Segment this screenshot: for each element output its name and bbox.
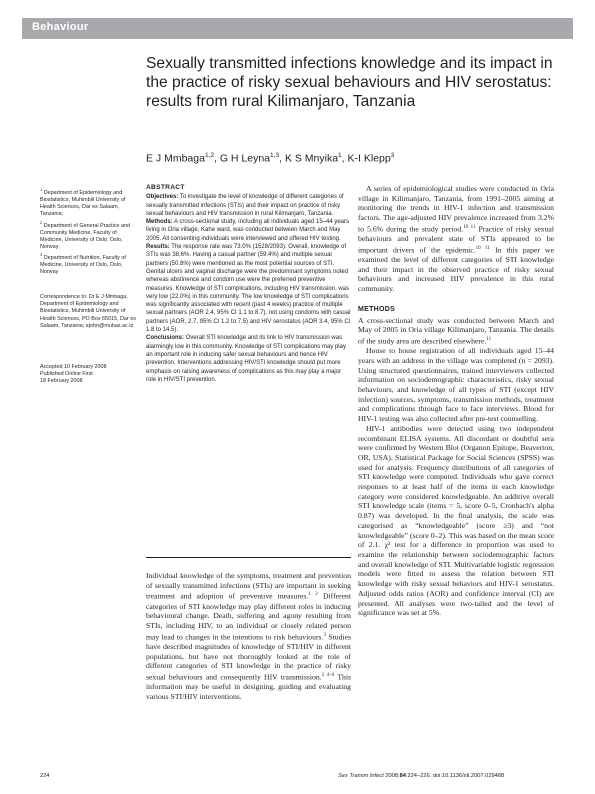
section-header-band (22, 18, 573, 39)
affiliation-item (40, 251, 138, 276)
affiliation-number: 2 (40, 219, 43, 225)
author-name: K S Mnyika (284, 152, 339, 165)
abstract-section-label: Conclusions: (146, 335, 185, 342)
affiliation-item (40, 186, 138, 219)
page-number: 224 (40, 773, 50, 779)
published-date: 18 February 2008 (40, 378, 83, 385)
abstract (146, 184, 351, 384)
correspondence-text: Correspondence to: Dr E J Mmbaga, Department of Epidemiology and Biostatistics, Muhimbili University of Health Sciences, PO Box 65015, Dar es Salaam, Tanzania; ejohn@muhas.ac.tz (40, 294, 136, 329)
author-name: K-I Klepp (347, 152, 391, 165)
text-run: A series of epidemiological studies were conducted in Oria village in Kilimanjaro, Tanzania, from 1991–2005 aiming at monitoring the trends in HIV-1 infection and transmission factors. The age-adjusted HIV prevalence increased from 3.2% to 5.6% during the study period. (358, 184, 554, 234)
author-name: G H Leyna (219, 152, 271, 165)
abstract-section-text: A cross-sectional study, including all individuals aged 15–44 years living in Oria village, Kahe ward, was conducted between March and May 2005. All consenting individuals were interviewed and offered HIV testing. (146, 219, 350, 242)
author-separator: , (214, 152, 220, 165)
author-affiliation-ref: 1,2 (204, 152, 214, 159)
column-two (358, 184, 554, 618)
abstract-divider (146, 557, 351, 558)
citation-ref: 10 11 (463, 224, 476, 230)
methods-paragraph (358, 316, 554, 347)
abstract-conclusions (146, 334, 351, 384)
text-run: A cross-sectional study was conducted between March and May of 2005 in Oria village Kilimanjaro, Tanzania. The details of the study area are described elsewhere. (358, 315, 554, 346)
abstract-objectives (146, 193, 351, 218)
text-run: Different categories of STI knowledge may play different roles in inducing behavioural change. Death, suffering and agony resulting from STIs, including HIV, to an individual or closely related person may lead to changes in the intentions to risk behaviours. (146, 591, 352, 642)
affiliation-number: 3 (40, 252, 43, 258)
affiliation-text: Department of Nutrition, Faculty of Medicine, University of Oslo, Oslo, Norway (40, 255, 126, 276)
citation-ref: 10 11 (475, 245, 490, 251)
article-title: Sexually transmitted infections knowledge and its impact in the practice of risky sexual behaviours and HIV serostatus: results from rural Kilimanjaro, Tanzania (146, 55, 553, 111)
journal-name: Sex Transm Infect (338, 773, 384, 779)
journal-citation (338, 773, 504, 779)
affiliation-text: Department of General Practice and Community Medicine, Faculty of Medicine, University of Oslo, Oslo, Norway; (40, 222, 131, 251)
text-run: This information may be useful in designing, guiding and evaluating various STI/HIV interventions. (146, 672, 352, 702)
author-list (146, 152, 566, 165)
methods-paragraph: House to house registration of all individuals aged 15–44 years with an address in the village was completed (n = 2093). Using structured questionnaires, trained interviewers collected information on sociodemographic characteristics, risky sexual behaviours, and knowledge of all types of STI (except HIV infection) sources, symptoms, transmission methods, treatment and complications through face to face interviews. Blood for HIV-1 testing was also collected after pre-test counselling. (358, 346, 554, 424)
citation-ref: 1 2 (308, 592, 318, 598)
correspondence (40, 294, 138, 330)
abstract-section-label: Objectives: (146, 194, 179, 201)
abstract-section-text: The response rate was 73.0% (1528/2093). Overall, knowledge of STIs was 38.6%. Having a casual partner (59.4%) and multiple sexual partners (50.8%) were mentioned as the most potential sources of STI. Genital ulcers and vaginal discharge were the predominant symptoms noted whereas abstinence and condom use were the preferred preventive measures. Knowledge of STI complications, including HIV transmission, was very low (22.0%) in this community. The low knowledge of STI complications was significantly associated with recent (past 4 weeks) practice of multiple sexual partners (AOR 2.4, 95% CI 1.1 to 8.7), not using condoms with casual partners (AOR, 2.7, 95% CI 1.2 to 7.5) and HIV serostatus (AOR 3.4, 95% CI 1.8 to 14.5). (146, 244, 351, 334)
author-affiliation-ref: 1 (338, 152, 342, 159)
author-name: E J Mmbaga (146, 152, 205, 165)
author-affiliation-ref: 1,3 (270, 152, 280, 159)
methods-paragraph: HIV-1 antibodies were detected using two independent recombinant ELISA systems. All discordant or doubtful sera were confirmed by Western Blot (Organon Epitope, Beaverton, OR, USA). Statistical Package for Social Sciences (SPSS) was used for analysis. Frequency distributions of all categories of STI knowledge were computed. Individuals who gave correct responses to at least half of the items in each knowledge category were considered knowledgeable. An additive overall STI knowledge scale (items = 5, score 0–5, Cronbach's alpha 0.87) was developed. In the final analysis, the scale was categorised as “knowledgeable” (score ≥3) and “not knowledgeable” (score 0–2). This was based on the mean score of 2.1. χ² test for a difference in proportion was used to examine the relationship between sociodemographic factors and overall knowledge of STI. Multivariable logistic regression models were fitted to assess the relation between STI knowledge with risky sexual behaviors and HIV-1 serostatus. Adjusted odds ratios (AOR) and confidence interval (CI) are presented. All analyses were two-tailed and the level of significance was set at 5%. (358, 423, 554, 618)
accepted-date: Accepted 10 February 2008 (40, 364, 107, 370)
affiliation-number: 1 (40, 187, 43, 192)
citation-year: 2008; (383, 773, 400, 779)
abstract-results (146, 243, 351, 334)
affiliations (40, 186, 138, 277)
intro-paragraph (146, 571, 351, 702)
text-run: Practice of risky sexual behaviours and prevalent state of STIs appeared to be important drivers of the epidemic. (358, 224, 554, 255)
methods-heading: METHODS (358, 305, 396, 313)
affiliation-text: Department of Epidemiology and Biostatistics, Muhimbili University of Health Sciences, Dar es Salaam, Tanzania; (40, 189, 126, 218)
author-affiliation-ref: 3 (390, 152, 395, 159)
text-run: Individual knowledge of the symptoms, treatment and prevention of sexually transmitted infections (STIs) are important in seeking treatment and adoption of preventive measures. (146, 571, 351, 601)
abstract-section-label: Methods: (146, 219, 173, 226)
abstract-methods (146, 218, 351, 243)
citation-ref: 11 (486, 336, 492, 342)
affiliation-item (40, 219, 138, 252)
text-run: Studies have described magnitudes of knowledge of STI/HIV in different populations, but have not thoroughly looked at the role of different categories of STI knowledge in the practice of risky sexual behaviours and consequently HIV transmission. (146, 632, 351, 682)
citation-ref: 2 4–6 (321, 673, 335, 679)
citation-doi: :224–226. doi:10.1136/sti.2007.029488 (405, 773, 505, 779)
section-label: Behaviour (32, 21, 89, 33)
abstract-section-text: To investigate the level of knowledge of different categories of sexually transmitted infections (STIs) and their impact on practice of risky sexual behaviours and HIV transmission in rural Kilimanjaro, Tanzania. (146, 194, 344, 217)
abstract-section-text: Overall STI knowledge and its link to HIV transmission was alarmingly low in this community. Knowledge of STI complications may play an important role in inducing safer sexual behaviours and hence HIV prevention. Interventions addressing HIV/STI knowledge should put more emphasis on raising awareness of complications as this may play a major role in HIV/STI prevention. (146, 335, 346, 383)
introduction-column (146, 571, 351, 702)
citation-ref: 3 (323, 632, 326, 638)
text-run: In this paper we examined the level of different categories of STI knowledge and their impact in the observed practice of risky sexual behaviours and increased HIV prevalence in this rural community. (358, 245, 554, 294)
citation-volume: 84 (399, 773, 406, 779)
abstract-section-label: Results: (146, 244, 170, 251)
author-separator: , (279, 152, 285, 165)
abstract-heading: ABSTRACT (146, 184, 185, 191)
publication-dates (40, 364, 138, 386)
published-online-label: Published Online First (40, 371, 93, 378)
author-separator: , (341, 152, 348, 165)
intro-continuation-paragraph (358, 184, 554, 294)
